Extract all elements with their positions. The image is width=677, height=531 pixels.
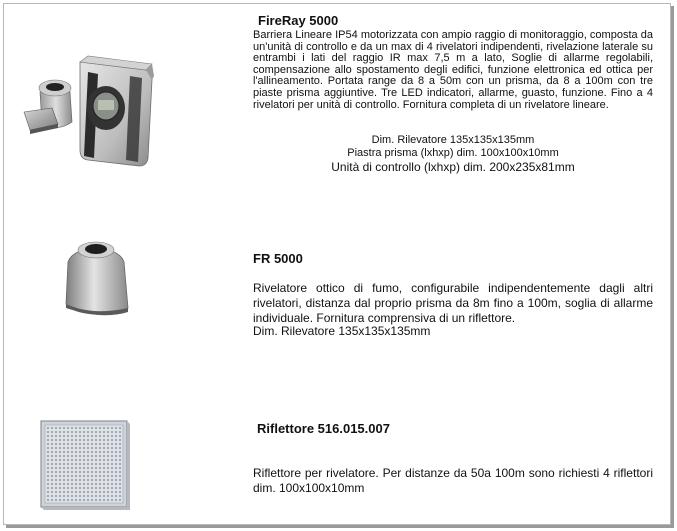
product-description: Riflettore per rivelatore. Per distanze da 50a 100m sono richiesti 4 riflettori dim. 100x100x10mm <box>253 466 653 495</box>
fireray-control-unit-image <box>18 50 170 175</box>
product-dimension: Piastra prisma (lxhxp) dim. 100x100x10mm <box>347 147 559 159</box>
product-title: FR 5000 <box>253 251 303 266</box>
prism-reflector-image <box>38 418 132 512</box>
product-dimension: Dim. Rilevatore 135x135x135mm <box>371 134 535 146</box>
frame-shadow-bottom <box>6 525 674 528</box>
product-description: Barriera Lineare IP54 motorizzata con ampio raggio di monitoraggio, composta da un'unità di controllo e da un max di 4 rivelatori indipendenti, rivelazione laterale su entrambi i lati del raggio IR max 7,5 m a lato, Soglie di allarme regolabili, compensazione allo spostamento degli edifici, funzione elettronica ed ottica per l'allineamento. Portata range da 8 a 50m con un prisma, da 8 a 100m con tre piaste prisma aggiuntive. Tre LED indicatori, allarme, guasto, funzione. Fino a 4 rivelatori per unità di controllo. Fornitura completa di un rivelatore lineare. <box>253 29 653 111</box>
smoke-detector-image <box>62 236 132 318</box>
product-description: Rivelatore ottico di fumo, configurabile indipendentemente dagli altri rivelatori, distanza dal proprio prisma da 8m fino a 100m, soglia di allarme individuale. Fornitura comprensiva di un riflettore. <box>253 281 653 325</box>
product-dimension: Dim. Rilevatore 135x135x135mm <box>253 324 431 338</box>
product-title: Riflettore 516.015.007 <box>257 421 390 436</box>
frame-shadow-right <box>671 6 674 527</box>
product-dimension: Unità di controllo (lxhxp) dim. 200x235x81mm <box>331 160 575 174</box>
product-title: FireRay 5000 <box>258 13 339 28</box>
